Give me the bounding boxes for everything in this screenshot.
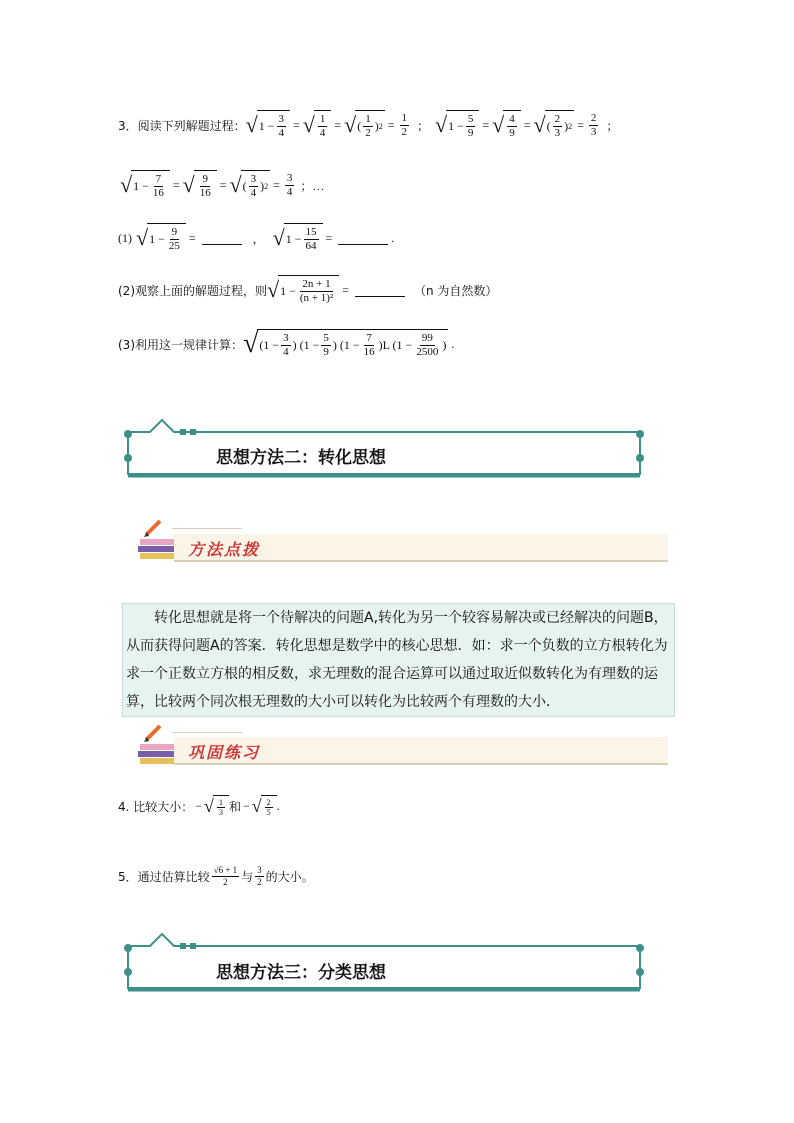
q4-and: 和	[228, 799, 241, 814]
q3-intro: 3．阅读下列解题过程：	[118, 118, 246, 133]
q3-sep-2: ；	[606, 118, 619, 133]
q3-part3: (3)利用这一规律计算： √ (1 − $\frac{3}{4}$ ) (1 − $\frac{5}{9}$ ) (1 − $\frac{7}{16}$ )L (1 − $\frac{99}{2500}$ ) .	[118, 328, 455, 359]
q5-label: 5．通过估算比较	[118, 869, 210, 884]
q4-line: 4. 比较大小： − √ $\frac{1}{3}$ 和 − √ $\frac{2}{5}$ .	[118, 796, 280, 817]
q3-part2-label: (2)观察上面的解题过程，则	[118, 283, 267, 298]
practice-ribbon-label: 巩固练习	[188, 743, 261, 762]
section3-title: 思想方法三：分类思想	[216, 963, 386, 983]
ribbon-top-line-2	[172, 732, 242, 733]
q3-part3-label: (3)利用这一规律计算：	[118, 337, 243, 352]
q3-line-1: 3．阅读下列解题过程： √ 1 − $\frac{3}{4}$ = √ $\frac{1}{4}$ = √ ( $\frac{1}{2}$ ) 2 = $\frac{1}{2}$ ； √ 1 − $\frac{5}{9}$ = √ $\frac{4}{9}$ = √ ( $\frac{2}{3}$ ) 2 = $\frac{2}{3}$ ；	[118, 111, 619, 139]
answer-blank-2[interactable]	[338, 232, 388, 245]
q3-part1: (1) √ 1 − $\frac{9}{25}$ = ， √ 1 − $\frac{15}{64}$ = .	[118, 225, 395, 252]
q5-end: 的大小。	[265, 869, 314, 884]
answer-blank-1[interactable]	[202, 232, 242, 245]
q3-part3-end: .	[451, 336, 455, 351]
q3-part1-sep: ，	[252, 231, 265, 246]
q3-part2: (2)观察上面的解题过程，则 √ 1 − $\frac{2n + 1}{\text{(n + 1)²}}$ = （n 为自然数）	[118, 277, 498, 304]
method-text	[126, 604, 671, 716]
q3-cont: ；…	[300, 178, 325, 193]
answer-blank-3[interactable]	[355, 284, 405, 297]
q3-line-2: √ 1 − $\frac{7}{16}$ = √ $\frac{9}{16}$ = √ ( $\frac{3}{4}$ ) 2 = $\frac{3}{4}$ ；…	[120, 171, 325, 199]
q3-part1-label: (1)	[118, 230, 132, 245]
q3-part2-note: （n 为自然数）	[413, 283, 498, 298]
q5-line: 5．通过估算比较 $\frac{√6 + 1}{2}$ 与 $\frac{3}{2}$ 的大小。	[118, 865, 314, 887]
q5-mid: 与	[241, 869, 254, 884]
q3-part1-end: .	[391, 230, 395, 245]
method-paragraph: 转化思想就是将一个待解决的问题A,转化为另一个较容易解决或已经解决的问题B，从而获得问题A的答案．转化思想是数学中的核心思想．如：求一个负数的立方根转化为求一个正数立方根的相反数，求无理数的混合运算可以通过取近似数转化为有理数的运算，比较两个同次根无理数的大小可以转化为比较两个有理数的大小．	[126, 610, 668, 710]
q4-end: .	[276, 798, 280, 813]
ribbon-top-line	[172, 528, 242, 529]
tip-ribbon-label: 方法点拨	[188, 540, 261, 559]
section2-title: 思想方法二：转化思想	[216, 448, 386, 468]
q3-sep-1: ；	[417, 118, 430, 133]
q4-label: 4. 比较大小：	[118, 799, 194, 814]
